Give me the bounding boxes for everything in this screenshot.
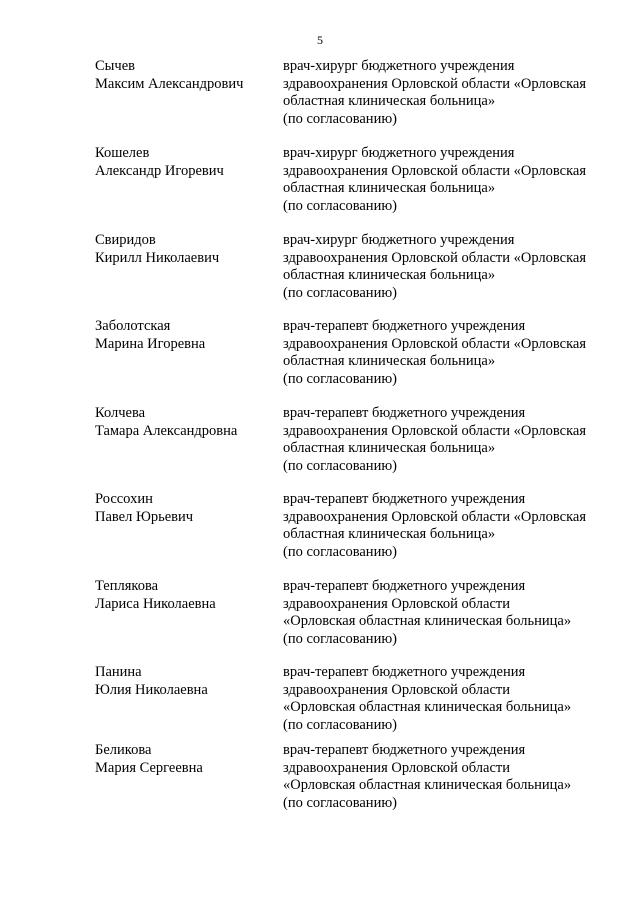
person-name — [95, 145, 275, 180]
position-line: (по согласованию) — [283, 457, 397, 474]
position-line: областная клиническая больница» — [283, 267, 496, 283]
position-line: «Орловская областная клиническая больница» — [283, 777, 572, 793]
position-line: здравоохранения Орловской области — [283, 759, 510, 776]
position-line: врач-терапевт бюджетного учреждения — [283, 742, 526, 758]
position-line: (по согласованию) — [283, 630, 397, 647]
surname: Сычев — [95, 58, 135, 74]
position-description — [283, 318, 613, 388]
position-line: (по согласованию) — [283, 110, 397, 127]
person-name — [95, 58, 275, 93]
person-name — [95, 405, 275, 440]
position-line: здравоохранения Орловской области — [283, 595, 510, 612]
position-line: здравоохранения Орловской области «Орловская — [283, 249, 587, 266]
surname: Заболотская — [95, 318, 171, 334]
position-description — [283, 232, 613, 302]
person-name — [95, 232, 275, 267]
surname: Россохин — [95, 491, 153, 507]
position-line: врач-терапевт бюджетного учреждения — [283, 491, 526, 507]
position-description — [283, 145, 613, 215]
person-name — [95, 318, 275, 353]
position-line: здравоохранения Орловской области «Орловская — [283, 335, 587, 352]
position-description — [283, 578, 613, 648]
surname: Панина — [95, 664, 142, 680]
position-line: здравоохранения Орловской области «Орловская — [283, 508, 587, 525]
position-line: врач-хирург бюджетного учреждения — [283, 58, 515, 74]
position-line: здравоохранения Орловской области «Орловская — [283, 162, 587, 179]
given-name: Кирилл Николаевич — [95, 249, 220, 266]
person-name — [95, 578, 275, 613]
position-line: здравоохранения Орловской области «Орловская — [283, 75, 587, 92]
position-line: (по согласованию) — [283, 543, 397, 560]
given-name: Павел Юрьевич — [95, 508, 194, 525]
given-name: Юлия Николаевна — [95, 681, 208, 698]
position-line: (по согласованию) — [283, 370, 397, 387]
position-line: врач-терапевт бюджетного учреждения — [283, 578, 526, 594]
surname: Беликова — [95, 742, 152, 758]
position-line: областная клиническая больница» — [283, 440, 496, 456]
given-name: Мария Сергеевна — [95, 759, 203, 776]
position-line: «Орловская областная клиническая больница» — [283, 613, 572, 629]
surname: Кошелев — [95, 145, 150, 161]
position-line: (по согласованию) — [283, 197, 397, 214]
position-line: (по согласованию) — [283, 284, 397, 301]
position-line: «Орловская областная клиническая больница» — [283, 699, 572, 715]
position-line: областная клиническая больница» — [283, 353, 496, 369]
surname: Колчева — [95, 405, 146, 421]
position-description — [283, 405, 613, 475]
position-description — [283, 664, 613, 734]
position-line: областная клиническая больница» — [283, 93, 496, 109]
position-line: областная клиническая больница» — [283, 180, 496, 196]
position-line: здравоохранения Орловской области «Орловская — [283, 422, 587, 439]
position-line: (по согласованию) — [283, 794, 397, 811]
page-number: 5 — [317, 33, 323, 47]
position-line: здравоохранения Орловской области — [283, 681, 510, 698]
position-description — [283, 742, 613, 812]
position-line: врач-терапевт бюджетного учреждения — [283, 664, 526, 680]
given-name: Максим Александрович — [95, 75, 244, 92]
given-name: Марина Игоревна — [95, 335, 206, 352]
given-name: Лариса Николаевна — [95, 595, 216, 612]
surname: Свиридов — [95, 232, 156, 248]
position-line: (по согласованию) — [283, 716, 397, 733]
position-line: врач-терапевт бюджетного учреждения — [283, 405, 526, 421]
person-name — [95, 491, 275, 526]
position-description — [283, 58, 613, 128]
person-name — [95, 664, 275, 699]
position-description — [283, 491, 613, 561]
person-name — [95, 742, 275, 777]
position-line: врач-хирург бюджетного учреждения — [283, 232, 515, 248]
position-line: врач-терапевт бюджетного учреждения — [283, 318, 526, 334]
given-name: Александр Игоревич — [95, 162, 224, 179]
position-line: врач-хирург бюджетного учреждения — [283, 145, 515, 161]
surname: Теплякова — [95, 578, 159, 594]
position-line: областная клиническая больница» — [283, 526, 496, 542]
given-name: Тамара Александровна — [95, 422, 238, 439]
